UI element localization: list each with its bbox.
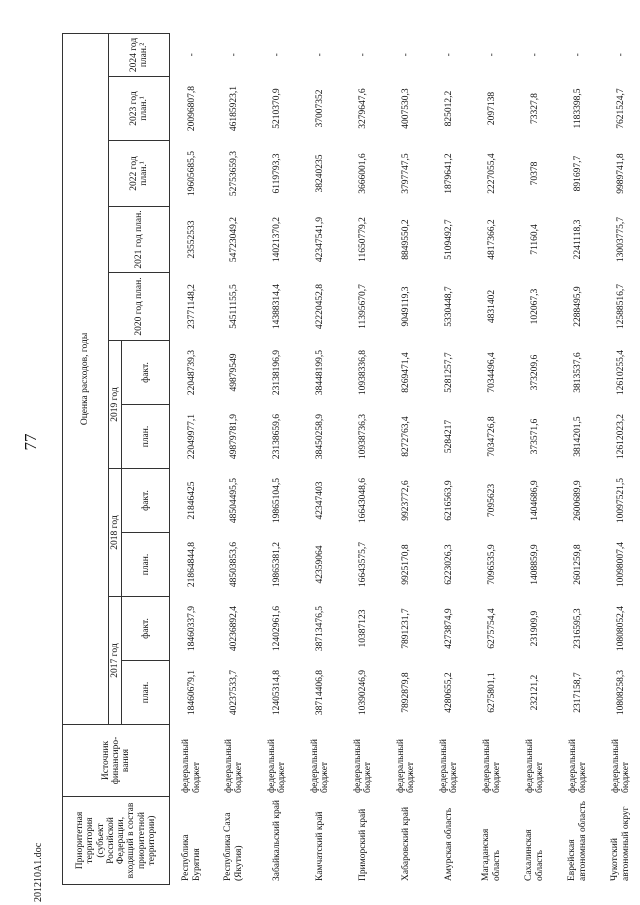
value-cell: - — [170, 33, 213, 76]
header-year-2019: 2019 год — [109, 341, 122, 469]
value-cell: 7034726,8 — [471, 405, 514, 469]
value-cell: 23138196,9 — [256, 341, 299, 405]
value-cell: 232121,2 — [514, 661, 557, 725]
value-cell: - — [514, 33, 557, 76]
value-cell: 5210370,9 — [256, 77, 299, 141]
funding-source: федеральный бюджет — [299, 725, 342, 797]
value-cell: 3814201,5 — [557, 405, 600, 469]
value-cell: 2227055,4 — [471, 141, 514, 207]
value-cell: 4280655,2 — [428, 661, 471, 725]
header-source: Источник финансиро-вания — [63, 725, 170, 797]
value-cell: 3666001,6 — [342, 141, 385, 207]
table-row — [428, 33, 471, 884]
territory-name: Магаданская область — [471, 797, 514, 885]
header-year-2024: 2024 год план.² — [109, 33, 170, 76]
value-cell: 6275801,1 — [471, 661, 514, 725]
value-cell: 49879549 — [213, 341, 256, 405]
funding-source: федеральный бюджет — [514, 725, 557, 797]
value-cell: 3813537,6 — [557, 341, 600, 405]
table-row — [471, 33, 514, 884]
value-cell: 16643575,7 — [342, 533, 385, 597]
value-cell: 373209,6 — [514, 341, 557, 405]
value-cell: 4817366,2 — [471, 207, 514, 273]
funding-source: федеральный бюджет — [557, 725, 600, 797]
value-cell: 825012,2 — [428, 77, 471, 141]
value-cell: 3279647,6 — [342, 77, 385, 141]
value-cell: 4831402 — [471, 273, 514, 341]
table-row — [600, 33, 640, 884]
value-cell: 38448199,5 — [299, 341, 342, 405]
header-estimate: Оценка расходов, годы — [63, 33, 109, 724]
value-cell: 7891231,7 — [385, 597, 428, 661]
value-cell: 10938736,3 — [342, 405, 385, 469]
table-row — [557, 33, 600, 884]
value-cell: 38240235 — [299, 141, 342, 207]
value-cell: 231909,9 — [514, 597, 557, 661]
value-cell: 10098007,4 — [600, 533, 640, 597]
table-row — [213, 33, 256, 884]
territory-name: Еврейская автономная область — [557, 797, 600, 885]
header-year-2023: 2023 год план.¹ — [109, 77, 170, 141]
value-cell: 102067,3 — [514, 273, 557, 341]
funding-source: федеральный бюджет — [471, 725, 514, 797]
value-cell: 2097138 — [471, 77, 514, 141]
value-cell: 9989741,8 — [600, 141, 640, 207]
funding-source: федеральный бюджет — [428, 725, 471, 797]
value-cell: 21864844,8 — [170, 533, 213, 597]
header-territory: Приоритетная территория (субъект Российской Федерации, входящий в состав приоритетной территории) — [63, 797, 170, 885]
table-row — [514, 33, 557, 884]
value-cell: 19605685,5 — [170, 141, 213, 207]
value-cell: 48503853,6 — [213, 533, 256, 597]
funding-source: федеральный бюджет — [342, 725, 385, 797]
value-cell: 2316595,3 — [557, 597, 600, 661]
value-cell: 891697,7 — [557, 141, 600, 207]
funding-source: федеральный бюджет — [600, 725, 640, 797]
value-cell: 9923772,6 — [385, 469, 428, 533]
value-cell: 6216563,9 — [428, 469, 471, 533]
value-cell: - — [213, 33, 256, 76]
value-cell: 12402961,6 — [256, 597, 299, 661]
value-cell: 4007530,3 — [385, 77, 428, 141]
value-cell: 12405314,8 — [256, 661, 299, 725]
value-cell: 10938336,8 — [342, 341, 385, 405]
value-cell: 7034496,4 — [471, 341, 514, 405]
header-fact: факт. — [122, 469, 170, 533]
value-cell: - — [342, 33, 385, 76]
table-body — [170, 33, 640, 884]
value-cell: 10808052,4 — [600, 597, 640, 661]
territory-name: Хабаровский край — [385, 797, 428, 885]
value-cell: 40236892,4 — [213, 597, 256, 661]
value-cell: 7096535,9 — [471, 533, 514, 597]
rotated-table-container — [62, 37, 632, 885]
value-cell: 10808258,3 — [600, 661, 640, 725]
value-cell: 38713476,5 — [299, 597, 342, 661]
territory-name: Республика Саха (Якутия) — [213, 797, 256, 885]
value-cell: 38714406,8 — [299, 661, 342, 725]
value-cell: 1408859,9 — [514, 533, 557, 597]
territory-name: Забайкальский край — [256, 797, 299, 885]
value-cell: 8272763,4 — [385, 405, 428, 469]
value-cell: 71160,4 — [514, 207, 557, 273]
value-cell: - — [557, 33, 600, 76]
value-cell: 8849550,2 — [385, 207, 428, 273]
value-cell: 4273874,9 — [428, 597, 471, 661]
value-cell: 18460679,1 — [170, 661, 213, 725]
territory-name: Сахалинская область — [514, 797, 557, 885]
value-cell: 22049977,1 — [170, 405, 213, 469]
value-cell: 14388314,4 — [256, 273, 299, 341]
value-cell: 54511155,5 — [213, 273, 256, 341]
value-cell: 12610255,4 — [600, 341, 640, 405]
value-cell: 3797747,5 — [385, 141, 428, 207]
territory-name: Приморский край — [342, 797, 385, 885]
value-cell: 1404686,9 — [514, 469, 557, 533]
value-cell: 42220452,8 — [299, 273, 342, 341]
value-cell: 10097521,5 — [600, 469, 640, 533]
territory-name: Республика Бурятия — [170, 797, 213, 885]
value-cell: 46185923,1 — [213, 77, 256, 141]
value-cell: - — [428, 33, 471, 76]
value-cell: 7621524,7 — [600, 77, 640, 141]
value-cell: 5281257,7 — [428, 341, 471, 405]
value-cell: 373571,6 — [514, 405, 557, 469]
header-plan: план. — [122, 533, 170, 597]
value-cell: 5284217 — [428, 405, 471, 469]
value-cell: - — [600, 33, 640, 76]
value-cell: 42347403 — [299, 469, 342, 533]
value-cell: 38450258,9 — [299, 405, 342, 469]
value-cell: 2601259,8 — [557, 533, 600, 597]
value-cell: 2317158,7 — [557, 661, 600, 725]
value-cell: 6119793,3 — [256, 141, 299, 207]
value-cell: 18460337,9 — [170, 597, 213, 661]
table-row — [256, 33, 299, 884]
header-year-2022: 2022 год план.¹ — [109, 141, 170, 207]
value-cell: 23138659,6 — [256, 405, 299, 469]
value-cell: 5109492,7 — [428, 207, 471, 273]
header-fact: факт. — [122, 341, 170, 405]
funding-source: федеральный бюджет — [385, 725, 428, 797]
document-footer: 201210A1.doc — [33, 842, 44, 902]
value-cell: 10387123 — [342, 597, 385, 661]
value-cell: 13003775,7 — [600, 207, 640, 273]
value-cell: 21846425 — [170, 469, 213, 533]
value-cell: 73327,8 — [514, 77, 557, 141]
expenditure-table — [62, 33, 640, 885]
value-cell: 2600689,9 — [557, 469, 600, 533]
territory-name: Чукотский автономный округ — [600, 797, 640, 885]
value-cell: 6223026,3 — [428, 533, 471, 597]
header-plan: план. — [122, 405, 170, 469]
value-cell: 70378 — [514, 141, 557, 207]
value-cell: 40237533,7 — [213, 661, 256, 725]
value-cell: 2241118,3 — [557, 207, 600, 273]
value-cell: 1183398,5 — [557, 77, 600, 141]
value-cell: 52753659,3 — [213, 141, 256, 207]
header-year-2017: 2017 год — [109, 597, 122, 725]
value-cell: 22048739,3 — [170, 341, 213, 405]
value-cell: 54723049,2 — [213, 207, 256, 273]
value-cell: - — [471, 33, 514, 76]
value-cell: 19865381,2 — [256, 533, 299, 597]
header-year-2020: 2020 год план. — [109, 273, 170, 341]
value-cell: 37007352 — [299, 77, 342, 141]
value-cell: 11650779,2 — [342, 207, 385, 273]
header-year-2021: 2021 год план. — [109, 207, 170, 273]
value-cell: 23552533 — [170, 207, 213, 273]
value-cell: 5330448,7 — [428, 273, 471, 341]
value-cell: - — [299, 33, 342, 76]
table-row — [299, 33, 342, 884]
value-cell: 1879641,2 — [428, 141, 471, 207]
value-cell: 48504495,5 — [213, 469, 256, 533]
value-cell: 6275754,4 — [471, 597, 514, 661]
value-cell: 8269471,4 — [385, 341, 428, 405]
territory-name: Амурская область — [428, 797, 471, 885]
funding-source: федеральный бюджет — [256, 725, 299, 797]
territory-name: Камчатский край — [299, 797, 342, 885]
value-cell: 2288495,9 — [557, 273, 600, 341]
table-row — [385, 33, 428, 884]
value-cell: 9925170,8 — [385, 533, 428, 597]
value-cell: 42359064 — [299, 533, 342, 597]
table-row — [170, 33, 213, 884]
value-cell: 20096807,8 — [170, 77, 213, 141]
value-cell: 11395670,7 — [342, 273, 385, 341]
header-fact: факт. — [122, 597, 170, 661]
value-cell: 12612023,2 — [600, 405, 640, 469]
value-cell: 16643048,6 — [342, 469, 385, 533]
value-cell: 19865104,5 — [256, 469, 299, 533]
funding-source: федеральный бюджет — [170, 725, 213, 797]
value-cell: - — [256, 33, 299, 76]
value-cell: 23771148,2 — [170, 273, 213, 341]
value-cell: 42347541,9 — [299, 207, 342, 273]
funding-source: федеральный бюджет — [213, 725, 256, 797]
value-cell: 9049119,3 — [385, 273, 428, 341]
value-cell: 12588516,7 — [600, 273, 640, 341]
value-cell: 7892879,8 — [385, 661, 428, 725]
page-number: 77 — [21, 433, 40, 451]
value-cell: - — [385, 33, 428, 76]
header-plan: план. — [122, 661, 170, 725]
value-cell: 10390246,9 — [342, 661, 385, 725]
table-row — [342, 33, 385, 884]
value-cell: 49879781,9 — [213, 405, 256, 469]
header-year-2018: 2018 год — [109, 469, 122, 597]
value-cell: 7095623 — [471, 469, 514, 533]
value-cell: 14021370,2 — [256, 207, 299, 273]
